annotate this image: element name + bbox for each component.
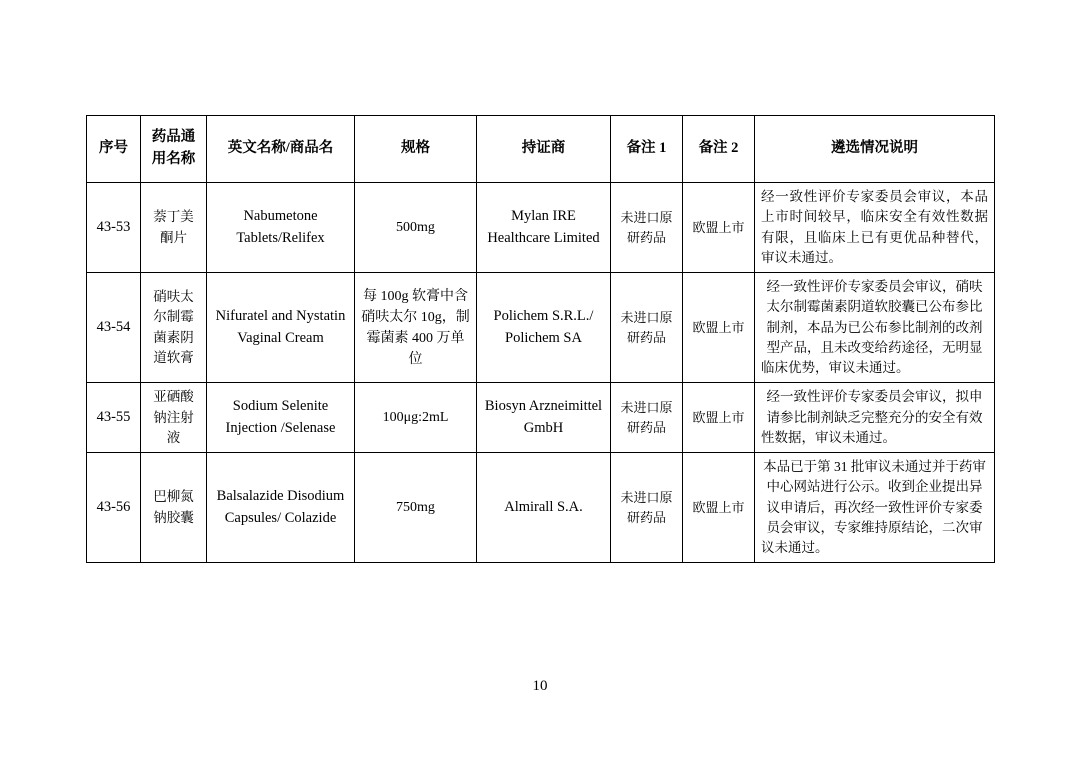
cell-serial-number: 43-53 [87,183,141,273]
cell-selection-description: 经一致性评价专家委员会审议，硝呋太尔制霉菌素阴道软胶囊已公布参比制剂，本品为已公布参比制剂的改剂型产品，且未改变给药途径，无明显临床优势，审议未通过。 [755,273,995,383]
cell-specification: 500mg [355,183,477,273]
cell-generic-name: 亚硒酸钠注射液 [141,383,207,453]
cell-note-2: 欧盟上市 [683,273,755,383]
cell-note-2: 欧盟上市 [683,183,755,273]
cell-note-1: 未进口原研药品 [611,183,683,273]
column-header-selection-description: 遴选情况说明 [755,116,995,183]
column-header-generic-name: 药品通用名称 [141,116,207,183]
cell-english-name: Balsalazide Disodium Capsules/ Colazide [207,453,355,563]
column-header-specification: 规格 [355,116,477,183]
drug-reference-table [86,115,995,563]
table-row [87,383,995,453]
column-header-note-2: 备注 2 [683,116,755,183]
cell-selection-description: 本品已于第 31 批审议未通过并于药审中心网站进行公示。收到企业提出异议申请后，再次经一致性评价专家委员会审议，专家维持原结论，二次审议未通过。 [755,453,995,563]
cell-english-name: Nifuratel and Nystatin Vaginal Cream [207,273,355,383]
cell-generic-name: 萘丁美酮片 [141,183,207,273]
cell-serial-number: 43-55 [87,383,141,453]
cell-english-name: Sodium Selenite Injection /Selenase [207,383,355,453]
cell-license-holder: Polichem S.R.L./ Polichem SA [477,273,611,383]
cell-generic-name: 巴柳氮钠胶囊 [141,453,207,563]
column-header-serial-number: 序号 [87,116,141,183]
cell-license-holder: Biosyn Arzneimittel GmbH [477,383,611,453]
cell-generic-name: 硝呋太尔制霉菌素阴道软膏 [141,273,207,383]
cell-license-holder: Almirall S.A. [477,453,611,563]
cell-english-name: Nabumetone Tablets/Relifex [207,183,355,273]
table-header-row [87,116,995,183]
cell-note-2: 欧盟上市 [683,453,755,563]
cell-serial-number: 43-54 [87,273,141,383]
cell-serial-number: 43-56 [87,453,141,563]
cell-note-1: 未进口原研药品 [611,383,683,453]
column-header-license-holder: 持证商 [477,116,611,183]
table-row [87,273,995,383]
page-number: 10 [532,678,548,694]
column-header-english-name: 英文名称/商品名 [207,116,355,183]
cell-specification: 100μg:2mL [355,383,477,453]
cell-note-2: 欧盟上市 [683,383,755,453]
cell-specification: 750mg [355,453,477,563]
cell-license-holder: Mylan IRE Healthcare Limited [477,183,611,273]
table-row [87,183,995,273]
cell-selection-description: 经一致性评价专家委员会审议，本品上市时间较早，临床安全有效性数据有限，且临床上已有更优品种替代，审议未通过。 [755,183,995,273]
column-header-note-1: 备注 1 [611,116,683,183]
table-row [87,453,995,563]
cell-note-1: 未进口原研药品 [611,273,683,383]
cell-selection-description: 经一致性评价专家委员会审议，拟申请参比制剂缺乏完整充分的安全有效性数据，审议未通过。 [755,383,995,453]
cell-note-1: 未进口原研药品 [611,453,683,563]
cell-specification: 每 100g 软膏中含硝呋太尔 10g，制霉菌素 400 万单位 [355,273,477,383]
